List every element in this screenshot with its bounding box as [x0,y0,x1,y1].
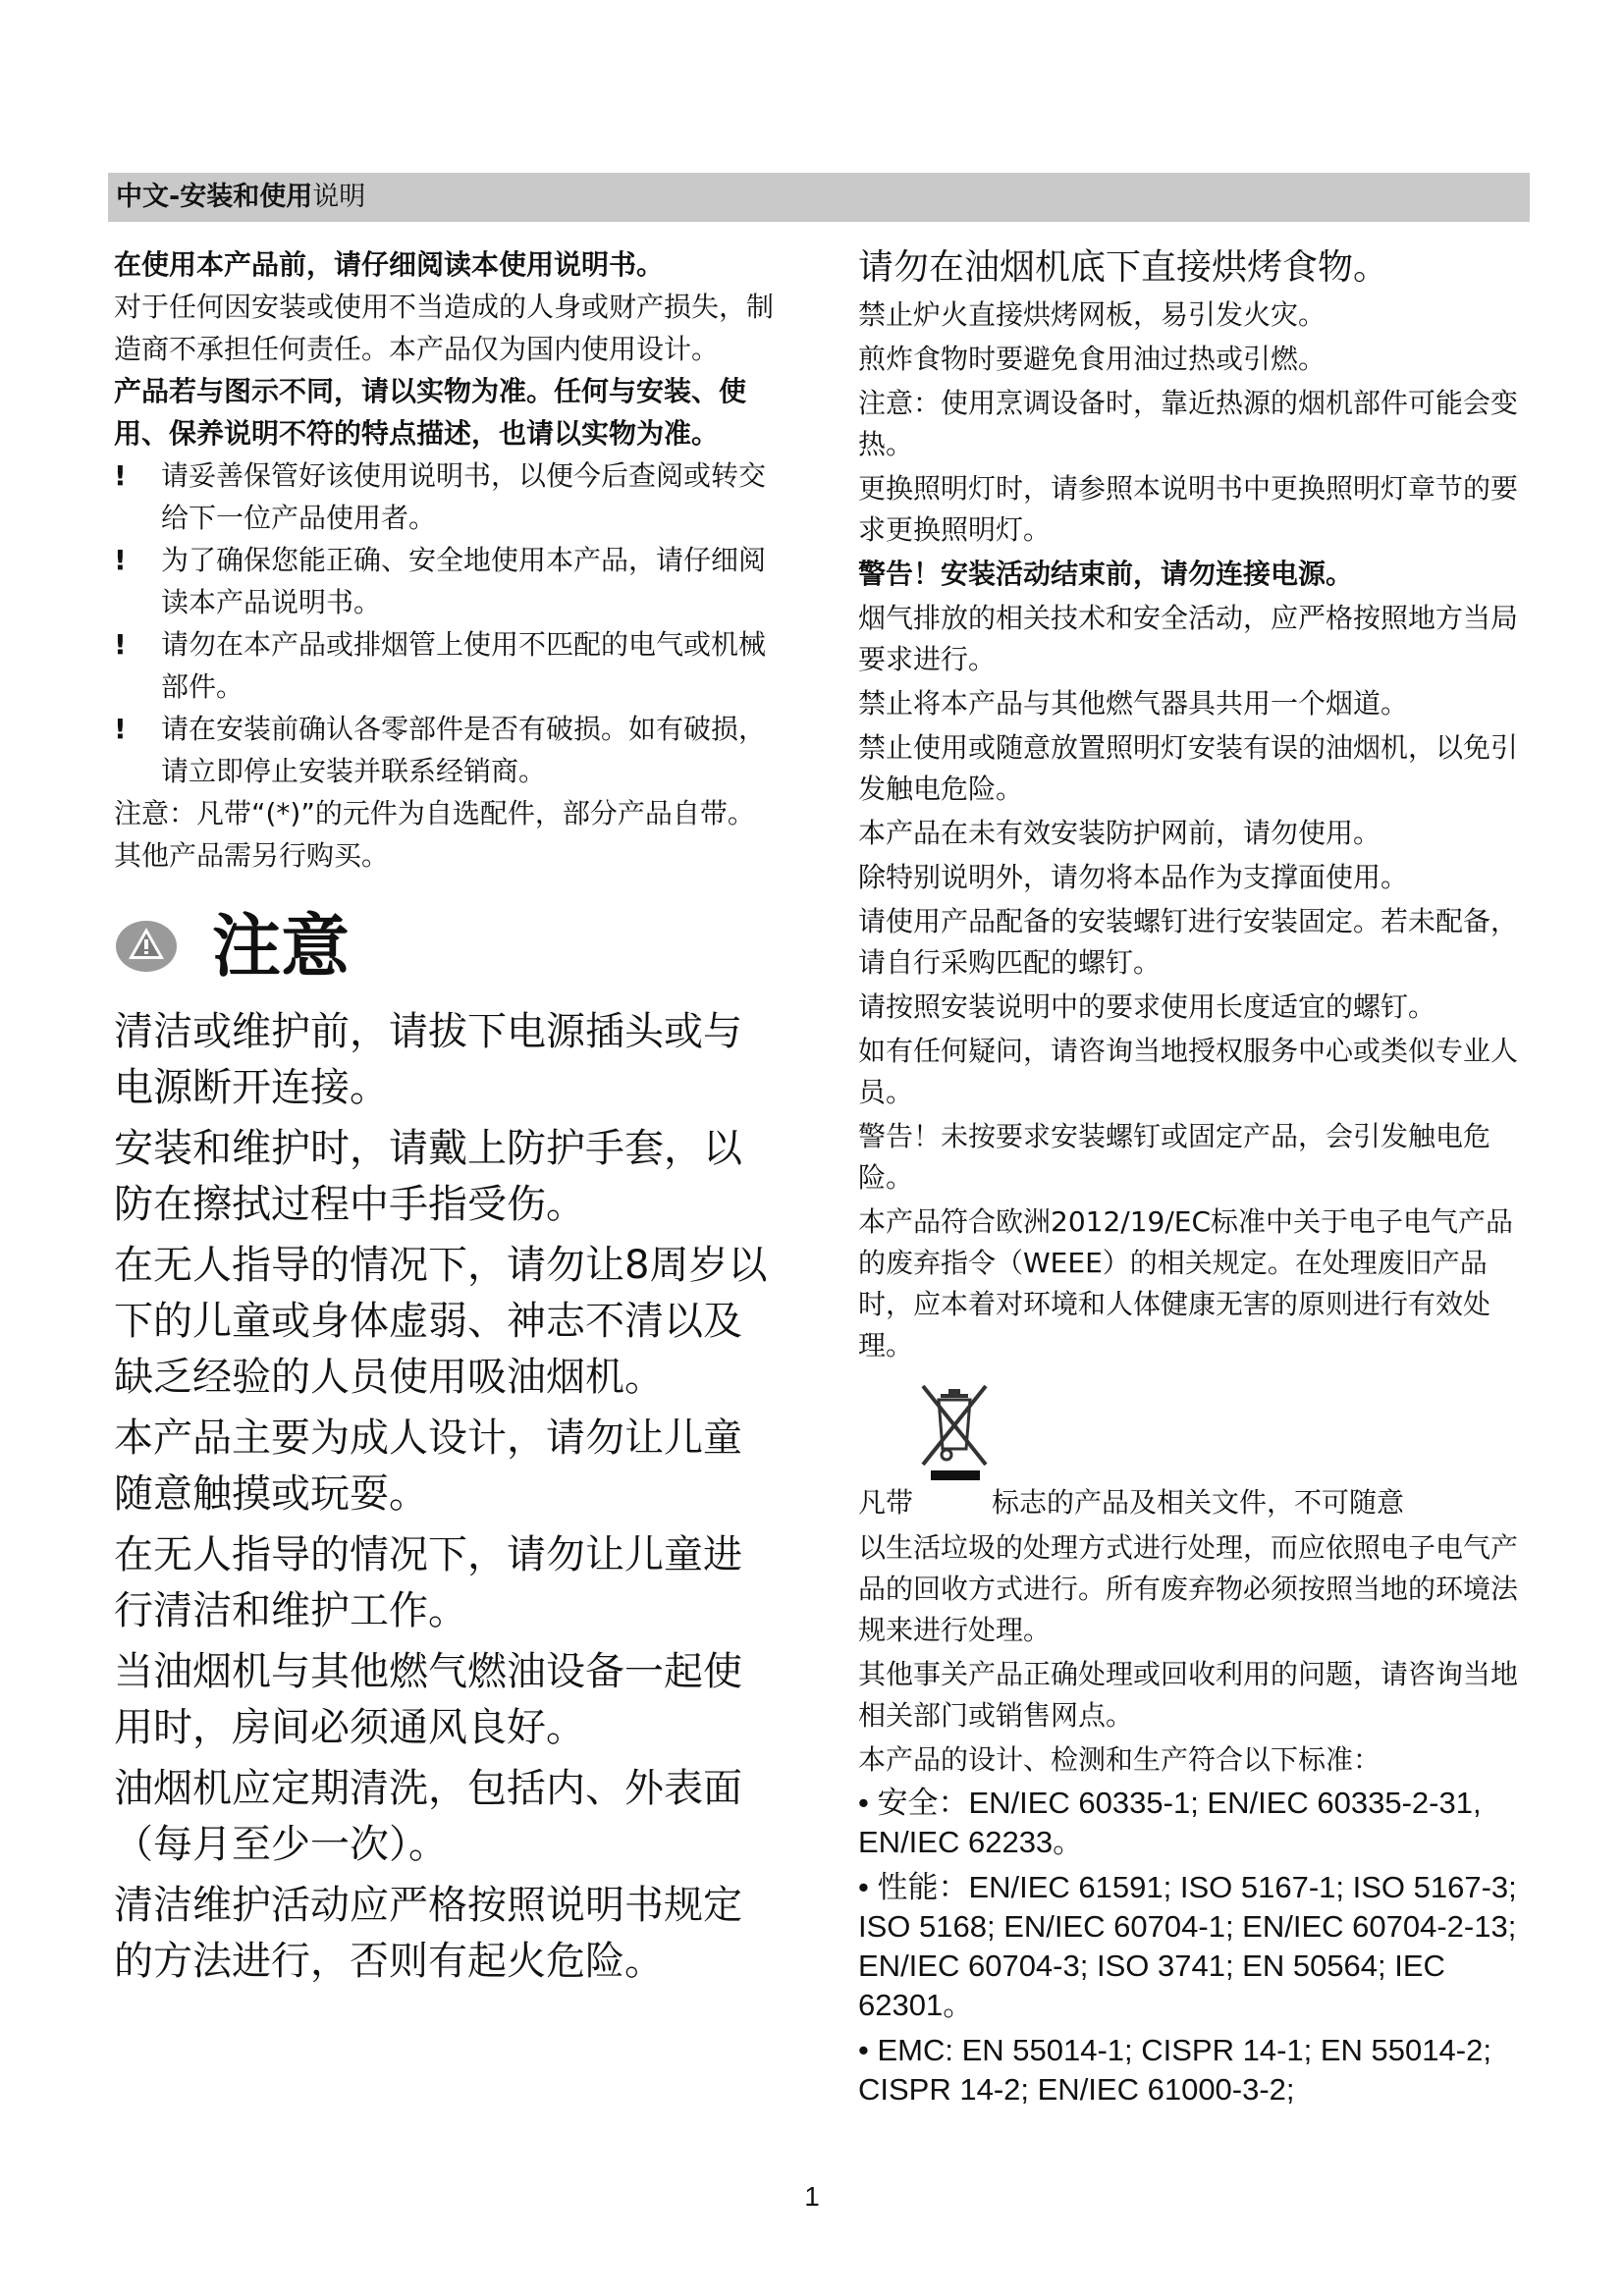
exclamation-mark: ! [114,544,127,576]
bullet-text: 请在安装前确认各零部件是否有破损。如有破损，请立即停止安装并联系经销商。 [161,713,767,787]
caution-item: 清洁维护活动应严格按照说明书规定的方法进行，否则有起火危险。 [114,1883,742,1984]
page-number: 1 [804,2181,820,2212]
header-title-rest: 说明 [312,182,366,212]
caution-item: 油烟机应定期清洗，包括内、外表面（每月至少一次）。 [114,1766,742,1867]
instruction-item: 除特别说明外，请勿将本品作为支撑面使用。 [858,861,1409,893]
instruction-item: 禁止使用或随意放置照明灯安装有误的油烟机，以免引发触电危险。 [858,731,1519,805]
section-header [108,173,1530,222]
disposal-paragraph: 以生活垃圾的处理方式进行处理，而应依照电子电气产品的回收方式进行。所有废弃物必须按照当地的环境法规来进行处理。 [858,1531,1519,1646]
exclamation-mark: ! [114,713,127,745]
exclamation-mark: ! [114,628,127,661]
weee-block [858,1380,1522,1527]
crossed-out-bin-icon [917,1380,992,1482]
notice-bullet [114,708,778,792]
warning-item: 警告！未按要求安装螺钉或固定产品，会引发触电危险。 [858,1120,1491,1194]
bullet-text: 请妥善保管好该使用说明书，以便今后查阅或转交给下一位产品使用者。 [161,459,767,534]
caution-item: 当油烟机与其他燃气燃油设备一起使用时，房间必须通风良好。 [114,1649,742,1750]
instruction-item: 禁止将本产品与其他燃气器具共用一个烟道。 [858,687,1409,720]
bullet-text: 为了确保您能正确、安全地使用本产品，请仔细阅读本产品说明书。 [161,544,767,618]
notice-bullet [114,454,778,539]
bullet-text: 请勿在本产品或排烟管上使用不匹配的电气或机械部件。 [161,628,767,703]
warning-triangle-icon [114,914,179,979]
instruction-item: 烟气排放的相关技术和安全活动，应严格按照地方当局要求进行。 [858,602,1519,675]
instruction-item: 煎炸食物时要避免食用油过热或引燃。 [858,343,1326,375]
caution-title: 注意 [212,906,350,987]
instruction-item: 请按照安装说明中的要求使用长度适宜的螺钉。 [858,990,1436,1023]
weee-symbol-text [858,1482,1404,1523]
standard-performance: • 性能：EN/IEC 61591; ISO 5167-1; ISO 5167-3; ISO 5168; EN/IEC 60704-1; EN/IEC 60704-2-13; EN/IEC 60704-3; ISO 3741; EN 50564; IEC 62301。 [858,1870,1517,2022]
right-column [858,243,1522,2115]
instruction-item: 本产品在未有效安装防护网前，请勿使用。 [858,817,1381,849]
instruction-item: 请使用产品配备的安装螺钉进行安装固定。若未配备，请自行采购匹配的螺钉。 [858,905,1519,979]
instruction-item: 如有任何疑问，请咨询当地授权服务中心或类似专业人员。 [858,1035,1519,1108]
exclamation-mark: ! [114,459,127,492]
instruction-item: 更换照明灯时，请参照本说明书中更换照明灯章节的要求更换照明灯。 [858,472,1519,546]
weee-text-suffix: 标志的产品及相关文件，不可随意 [992,1486,1405,1519]
disposal-paragraph: 其他事关产品正确处理或回收利用的问题，请咨询当地相关部门或销售网点。 [858,1658,1519,1732]
warning-item: 警告！安装活动结束前，请勿连接电源。 [858,558,1354,590]
notice-bullet [114,623,778,708]
intro-paragraph: 产品若与图示不同，请以实物为准。任何与安装、使用、保养说明不符的特点描述，也请以实物为准。 [114,375,747,450]
intro-paragraph: 对于任何因安装或使用不当造成的人身或财产损失，制造商不承担任何责任。本产品仅为国内使用设计。 [114,291,775,365]
intro-paragraph: 在使用本产品前，请仔细阅读本使用说明书。 [114,248,665,281]
standard-safety: • 安全：EN/IEC 60335-1; EN/IEC 60335-2-31, EN/IEC 62233。 [858,1786,1482,1859]
caution-heading [114,902,778,990]
weee-directive-item: 本产品符合欧洲2012/19/EC标准中关于电子电气产品的废弃指令（WEEE）的相关规定。在处理废旧产品时，应本着对环境和人体健康无害的原则进行有效处理。 [858,1205,1513,1362]
notice-bullet [114,539,778,623]
weee-text-prefix: 凡带 [858,1486,914,1519]
caution-item: 安装和维护时，请戴上防护手套，以防在擦拭过程中手指受伤。 [114,1126,742,1227]
caution-item: 本产品主要为成人设计，请勿让儿童随意触摸或玩耍。 [114,1415,742,1517]
caution-item: 在无人指导的情况下，请勿让8周岁以下的儿童或身体虚弱、神志不清以及缺乏经验的人员使用吸油烟机。 [114,1243,768,1400]
header-title-bold: 中文-安装和使用 [116,182,313,212]
caution-item: 清洁或维护前，请拔下电源插头或与电源断开连接。 [114,1009,742,1110]
instruction-item: 禁止炉火直接烘烤网板，易引发火灾。 [858,298,1326,331]
instruction-item: 注意：使用烹调设备时，靠近热源的烟机部件可能会变热。 [858,387,1519,460]
left-column [114,243,778,1995]
optional-parts-note: 注意：凡带“(*)”的元件为自选配件，部分产品自带。其他产品需另行购买。 [114,797,755,872]
caution-item: 在无人指导的情况下，请勿让儿童进行清洁和维护工作。 [114,1532,742,1633]
right-title: 请勿在油烟机底下直接烘烤食物。 [858,247,1389,288]
standards-intro: 本产品的设计、检测和生产符合以下标准： [858,1743,1381,1776]
standard-emc: • EMC: EN 55014-1; CISPR 14-1; EN 55014-2; CISPR 14-2; EN/IEC 61000-3-2; [858,2033,1491,2107]
